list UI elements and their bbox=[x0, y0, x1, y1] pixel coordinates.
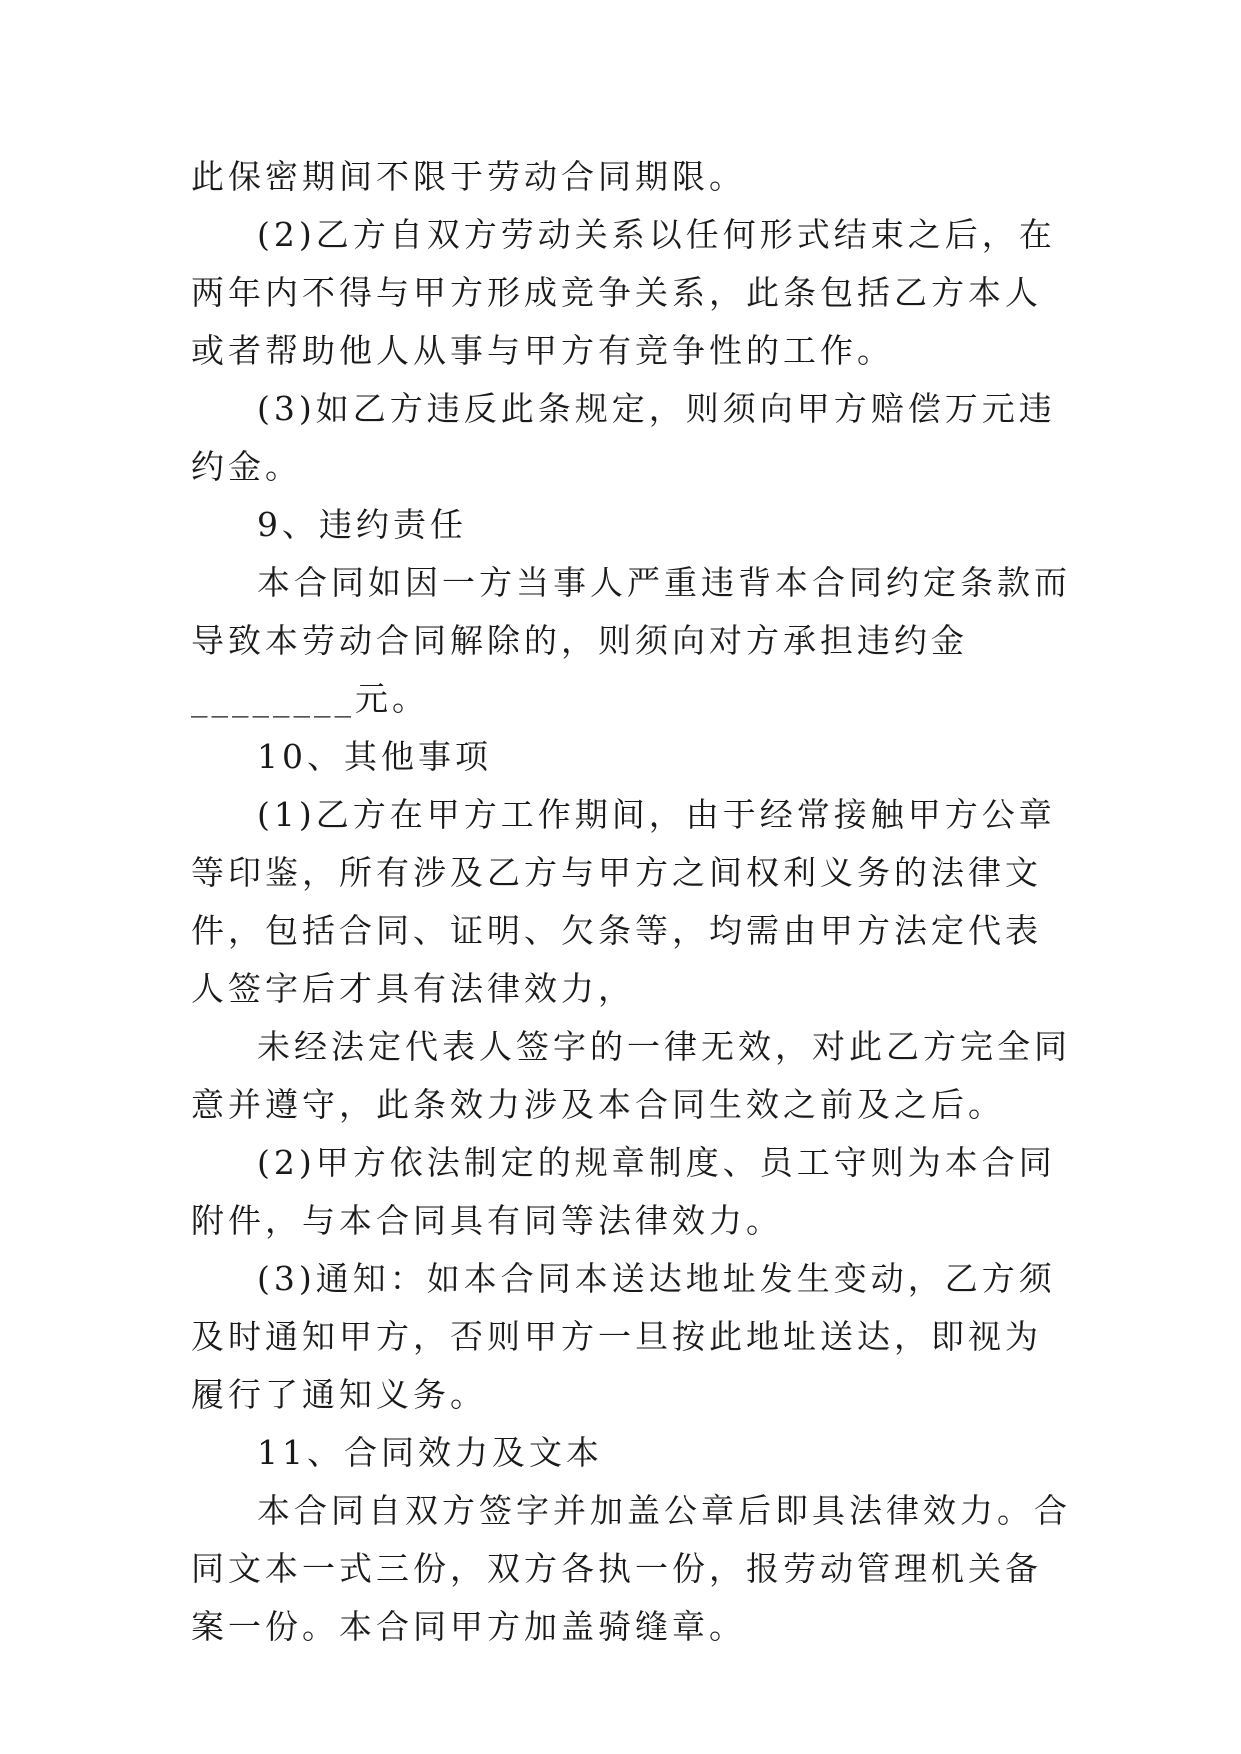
paragraph-validity-copies: 本合同自双方签字并加盖公章后即具法律效力。合同文本一式三份，双方各执一份，报劳动管理机关备案一份。本合同甲方加盖骑缝章。 bbox=[191, 1491, 1071, 1646]
paragraph-seal-signature: (1)乙方在甲方工作期间，由于经常接触甲方公章等印鉴，所有涉及乙方与甲方之间权利义务的法律文件，包括合同、证明、欠条等，均需由甲方法定代表人签字后才具有法律效力， bbox=[191, 795, 1056, 1008]
section-heading-breach: 9、违约责任 bbox=[257, 505, 467, 544]
document-body bbox=[191, 148, 1071, 1656]
paragraph-unsigned-invalid: 未经法定代表人签字的一律无效，对此乙方完全同意并遵守，此条效力涉及本合同生效之前及之后。 bbox=[191, 1027, 1071, 1124]
section-heading-other-matters: 10、其他事项 bbox=[257, 737, 492, 776]
paragraph-breach-liability: 本合同如因一方当事人严重违背本合同约定条款而导致本劳动合同解除的，则须向对方承担违约金________元。 bbox=[191, 563, 1071, 718]
paragraph-penalty: (3)如乙方违反此条规定，则须向甲方赔偿万元违约金。 bbox=[191, 389, 1056, 486]
paragraph-rules-attachment: (2)甲方依法制定的规章制度、员工守则为本合同附件，与本合同具有同等法律效力。 bbox=[191, 1143, 1056, 1240]
paragraph-confidentiality-period: 此保密期间不限于劳动合同期限。 bbox=[191, 157, 746, 196]
paragraph-non-compete: (2)乙方自双方劳动关系以任何形式结束之后，在两年内不得与甲方形成竞争关系，此条包括乙方本人或者帮助他人从事与甲方有竞争性的工作。 bbox=[191, 215, 1056, 370]
section-heading-validity: 11、合同效力及文本 bbox=[257, 1433, 603, 1472]
paragraph-notice: (3)通知：如本合同本送达地址发生变动，乙方须及时通知甲方，否则甲方一旦按此地址送达，即视为履行了通知义务。 bbox=[191, 1259, 1056, 1414]
